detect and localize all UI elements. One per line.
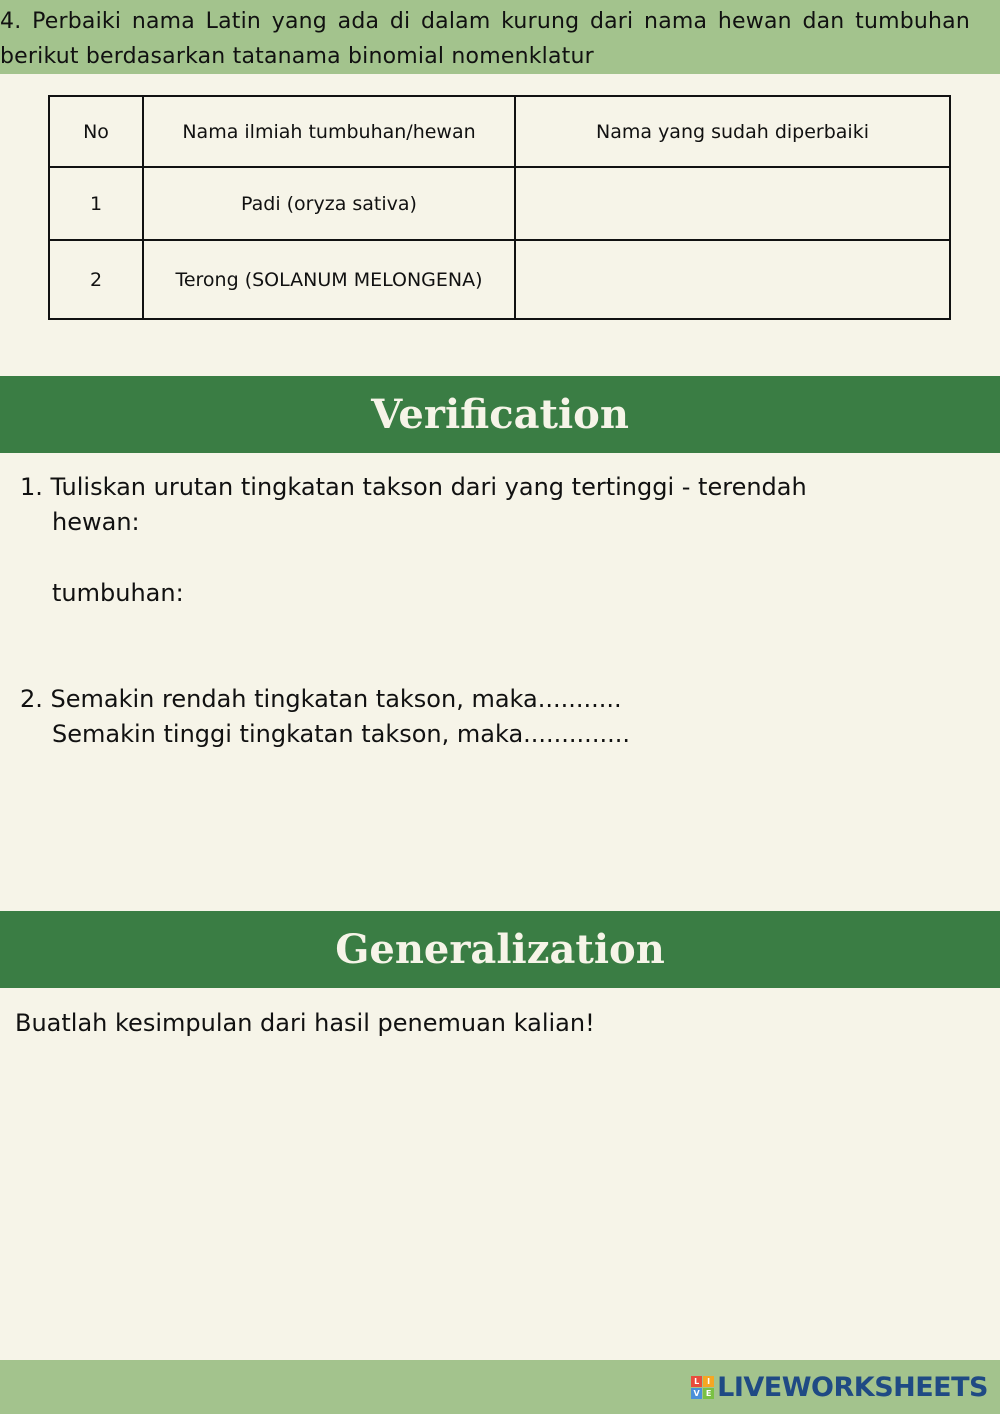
verification-question-2-line-2: Semakin tinggi tingkatan takson, maka..............: [52, 720, 630, 748]
row-corrected-name-input[interactable]: [515, 167, 950, 240]
logo-letter: L: [691, 1376, 702, 1387]
row-corrected-name-input[interactable]: [515, 240, 950, 319]
table-header-row: [49, 96, 950, 167]
header-corrected-name: Nama yang sudah diperbaiki: [515, 96, 950, 167]
logo-grid-icon: [691, 1376, 714, 1399]
plant-label: tumbuhan:: [52, 579, 184, 607]
logo-letter: I: [703, 1376, 714, 1387]
table-row: [49, 240, 950, 319]
animal-label: hewan:: [52, 508, 140, 536]
logo-letter: E: [703, 1388, 714, 1399]
header-no: No: [49, 96, 143, 167]
generalization-prompt: Buatlah kesimpulan dari hasil penemuan kalian!: [15, 1009, 595, 1037]
verification-heading: Verification: [0, 376, 1000, 453]
logo-letter: V: [691, 1388, 702, 1399]
question-4-banner: [0, 0, 1000, 74]
question-4-text: 4. Perbaiki nama Latin yang ada di dalam kurung dari nama hewan dan tumbuhan berikut berdasarkan tatanama binomial nomenklatur: [0, 9, 970, 69]
footer-bar: [0, 1360, 1000, 1414]
row-number: 1: [49, 167, 143, 240]
logo-wordmark: LIVEWORKSHEETS: [717, 1372, 988, 1403]
header-scientific-name: Nama ilmiah tumbuhan/hewan: [143, 96, 515, 167]
row-scientific-name: Terong (SOLANUM MELONGENA): [143, 240, 515, 319]
verification-question-2-line-1: 2. Semakin rendah tingkatan takson, maka...........: [20, 685, 622, 713]
table-row: [49, 167, 950, 240]
verification-question-1: 1. Tuliskan urutan tingkatan takson dari yang tertinggi - terendah: [20, 473, 807, 501]
generalization-heading: Generalization: [0, 911, 1000, 988]
row-scientific-name: Padi (oryza sativa): [143, 167, 515, 240]
row-number: 2: [49, 240, 143, 319]
scientific-names-table: [48, 95, 951, 320]
liveworksheets-logo: [691, 1372, 988, 1403]
